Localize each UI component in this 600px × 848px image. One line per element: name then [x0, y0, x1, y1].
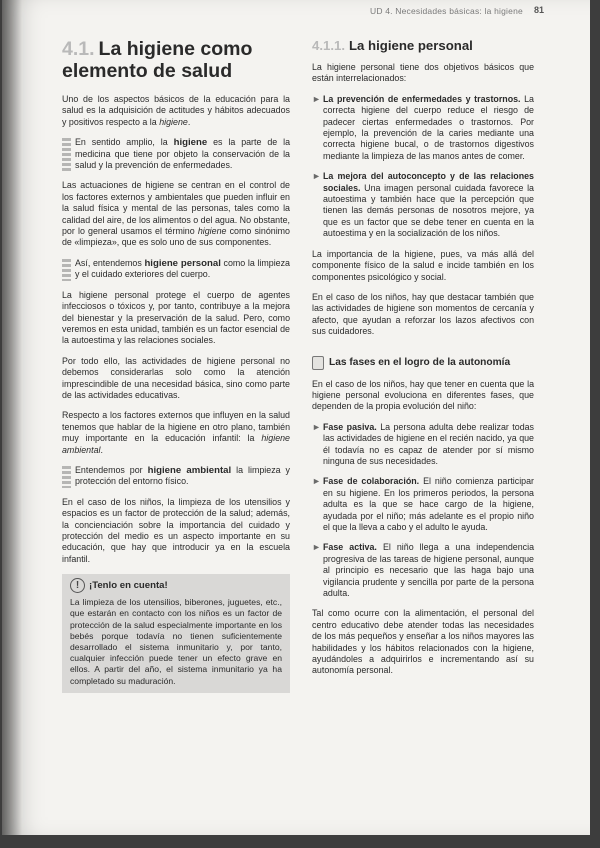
arrow-bullet-icon: ► — [312, 171, 321, 182]
arrow-bullet-icon: ► — [312, 93, 321, 104]
paragraph: Las actuaciones de higiene se centran en el control de los factores externos y ambientales que pueden influir en la salud física y mental de las personas, tales como la calidad del aire, de los alimentos o del agua. No obstante, por lo general usamos el término higiene como sinónimo de «limpieza», que es solo uno de sus componentes. — [62, 180, 290, 248]
arrow-bullet-icon: ► — [312, 476, 321, 487]
paragraph: La higiene personal tiene dos objetivos básicos que están interrelacionados: — [312, 62, 534, 84]
binding-shadow — [2, 0, 22, 835]
intro-paragraph: Uno de los aspectos básicos de la educación para la salud es la adquisición de actitudes y hábitos adecuados y positivos respecto a la higiene. — [62, 94, 290, 127]
right-column — [312, 38, 534, 686]
page-number: 81 — [534, 5, 545, 15]
exclamation-icon: ! — [70, 578, 85, 593]
definition-higiene: En sentido amplio, la higiene es la parte de la medicina que tiene por objeto la conservación de la salud y la prevención de enfermedades. — [62, 137, 290, 171]
paragraph: La importancia de la higiene, pues, va más allá del componente físico de la salud e incide también en los componentes psicológico y social. — [312, 248, 534, 282]
note-text: La limpieza de los utensilios, biberones, juguetes, etc., que estarán en contacto con los niños es un factor de protección de la salud especialmente importante en los bebés porque todavía no tienen suficientemente desarrollado el sistema inmunitario y, por tanto, cualquier infección puede tener un efecto grave en ellos. A partir del año, el sistema inmunitario ya ha completado su maduración. — [70, 597, 282, 686]
paragraph: En el caso de los niños, hay que destacar también que las actividades de higiene son momentos de cercanía y afecto, que ayudan a reforzar los lazos afectivos con sus cuidadores. — [312, 291, 534, 337]
left-column — [62, 38, 290, 693]
paragraph: Respecto a los factores externos que influyen en la salud tenemos que hablar de la higiene en otro plano, también muy importante en la educación infantil: la higiene ambiental. — [62, 410, 290, 455]
definition-marker — [62, 259, 71, 281]
book-page — [2, 0, 590, 835]
list-item: ► Fase de colaboración. El niño comienza participar en su higiene. En los primeros periodos, la persona adulta es la que se hace cargo de la higiene, ayudada por el niño; más adelante es el propio niño el que la lleva a cabo y el adulto le ayuda. — [312, 476, 534, 532]
definition-higiene-personal: Así, entendemos higiene personal como la limpieza y el cuidado exteriores del cuerpo. — [62, 258, 290, 281]
list-item: ► La prevención de enfermedades y trastornos. La correcta higiene del cuerpo reduce el riesgo de padecer ciertas enfermedades o trastornos. Por ejemplo, la prevención de la caries mediante una correcta higiene bucal, o de trastornos digestivos mediante la limpieza de las manos antes de comer. — [312, 93, 534, 161]
section-title — [62, 38, 290, 82]
definition-marker — [62, 138, 71, 171]
definition-higiene-ambiental: Entendemos por higiene ambiental la limpieza y protección del entorno físico. — [62, 465, 290, 488]
list-item: ► Fase activa. El niño llega a una independencia progresiva de las tareas de higiene personal, aunque al principio es necesario que las haga bajo una vigilancia prudente y sencilla por parte de la persona adulta. — [312, 542, 535, 599]
paragraph: Tal como ocurre con la alimentación, el personal del centro educativo debe atender todas las necesidades de los más pequeños y enseñar a los niños mayores las habilidades y los hábitos relacionados con la higiene, ayudándoles a adquirirlos e incrementando así su autonomía personal. — [312, 608, 534, 676]
subsection-title-text: La higiene personal — [349, 38, 473, 53]
subsection-title — [312, 38, 534, 54]
arrow-bullet-icon: ► — [312, 542, 321, 553]
subsection-number: 4.1.1. — [312, 38, 345, 53]
paragraph: Por todo ello, las actividades de higiene personal no debemos considerarlas solo como la atención imprescindible de una necesidad básica, sino como parte de las actividades educativas. — [62, 355, 290, 400]
box-heading — [312, 356, 534, 370]
definition-marker — [62, 466, 71, 488]
document-icon — [312, 356, 324, 370]
section-number: 4.1. — [62, 38, 95, 60]
box-title: Las fases en el logro de la autonomía — [329, 356, 511, 368]
note-box — [62, 574, 290, 693]
list-item: ► Fase pasiva. La persona adulta debe realizar todas las actividades de higiene en el recién nacido, ya que él todavía no es capaz de atender por sí mismo ninguna de sus necesidades. — [312, 421, 534, 466]
paragraph: La higiene personal protege el cuerpo de agentes infecciosos o tóxicos y, por tanto, contribuye a la mejora del bienestar y la preservación de la salud. Pero, como veremos en esta unidad, también es un factor esencial de la autoestima y las relaciones sociales. — [62, 289, 290, 346]
running-head: UD 4. Necesidades básicas: la higiene — [370, 6, 523, 16]
note-title: ¡Tenlo en cuenta! — [89, 580, 168, 592]
arrow-bullet-icon: ► — [312, 421, 321, 432]
paragraph: En el caso de los niños, hay que tener en cuenta que la higiene personal evoluciona en diferentes fases, que dependen de la propia evolución del niño: — [312, 378, 534, 412]
section-title-text: La higiene como elemento de salud — [62, 38, 253, 82]
list-item: ► La mejora del autoconcepto y de las relaciones sociales. Una imagen personal cuidada favorece la autoestima y también hace que la percepción que tienen las demás personas de nosotros mejore, ya que es un factor que se debe tener en cuenta en la autoestima y en la socialización de los niños. — [312, 171, 534, 239]
paragraph: En el caso de los niños, la limpieza de los utensilios y espacios es un factor de protección de la salud; además, la concienciación sobre la importancia del cuidado y protección del medio es un aspecto importante en su educación, que hay que introducir ya en la escuela infantil. — [62, 496, 290, 564]
